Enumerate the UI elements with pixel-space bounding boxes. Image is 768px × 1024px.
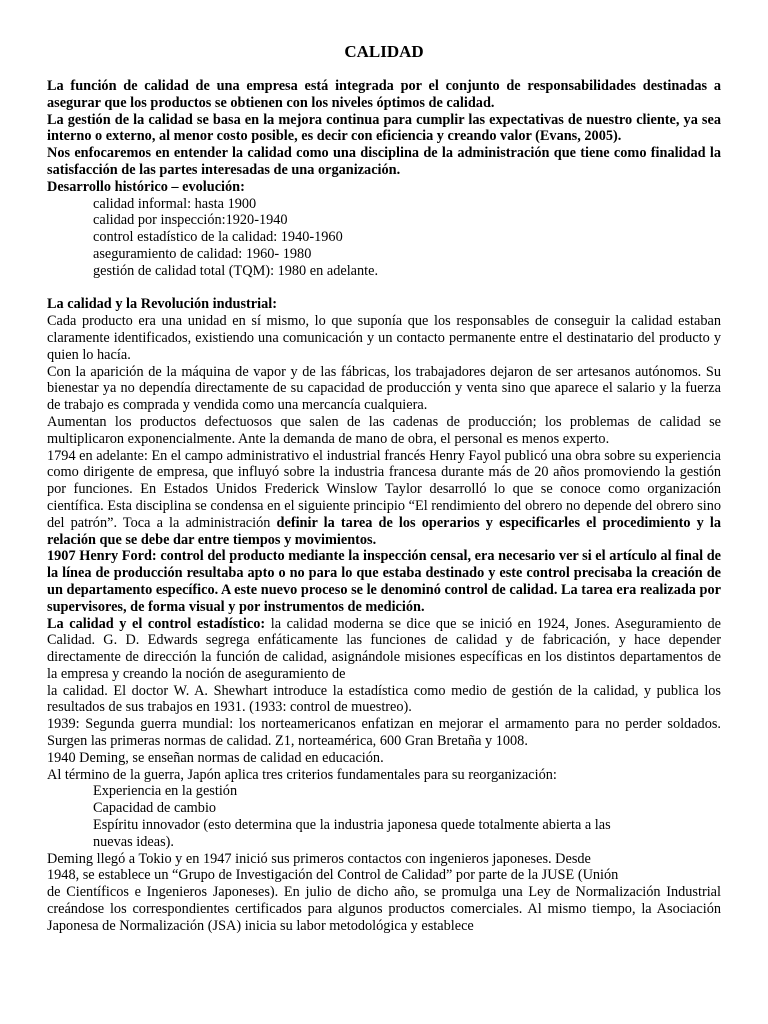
revolution-paragraph-fayol-taylor	[47, 448, 721, 549]
list-item: control estadístico de la calidad: 1940-1960	[93, 229, 343, 246]
revolution-paragraph-artisan: Cada producto era una unidad en sí mismo, lo que suponía que los responsables de conseguir la calidad estaban claramente identificados, existiendo una comunicación y un contacto permanente entre el destinatario del producto y quien lo hacía.	[47, 313, 721, 363]
japan-criteria-list	[47, 783, 721, 850]
list-item: aseguramiento de calidad: 1960- 1980	[93, 245, 312, 262]
list-item: gestión de calidad total (TQM): 1980 en adelante.	[93, 262, 379, 279]
statistical-paragraph-intro	[47, 616, 721, 683]
statistical-paragraph-shewhart: la calidad. El doctor W. A. Shewhart introduce la estadística como medio de gestión de la calidad, y publica los resultados de sus trabajos en 1931. (1933: control de muestreo).	[47, 682, 721, 716]
statistical-paragraph-ww2: 1939: Segunda guerra mundial: los norteamericanos enfatizan en mejorar el armamento para no perder soldados. Surgen las primeras normas de calidad. Z1, norteamérica, 600 Gran Bretaña y 1008.	[47, 716, 721, 750]
list-item: calidad informal: hasta 1900	[93, 195, 257, 212]
history-heading: Desarrollo histórico – evolución:	[47, 178, 245, 195]
fayol-taylor-bold-text: definir la tarea de los operarios y especificarles el procedimiento y la relación que se debe dar entre tiempos y movimientos.	[47, 514, 721, 548]
revolution-paragraph-steam: Con la aparición de la máquina de vapor y de las fábricas, los trabajadores dejaron de ser artesanos autónomos. Su bienestar ya no dependía directamente de su capacidad de producción y venta sino que aparece el salario y la fuerza de trabajo es comprada y vendida como una mercancía cualquiera.	[47, 363, 721, 414]
revolution-paragraph-defects: Aumentan los productos defectuosos que salen de las cadenas de producción; los problemas de calidad se multiplicaron exponencialmente. Ante la demanda de mano de obra, el personal es menos experto.	[47, 413, 721, 447]
revolution-heading: La calidad y la Revolución industrial:	[47, 296, 277, 313]
statistical-paragraph-japan: Al término de la guerra, Japón aplica tres criterios fundamentales para su reorganización:	[47, 766, 557, 783]
statistical-paragraph-deming: 1940 Deming, se enseñan normas de calidad en educación.	[47, 749, 384, 766]
statistical-intro-text: la calidad moderna se dice que se inició en 1924, Jones. Aseguramiento de Calidad. G. D. Edwards segrega enfáticamente las funciones de calidad y de fabricación, y hace depender directamente de dirección la función de calidad, asignándole misiones específicas en los distintos departamentos de la empresa y creando la noción de aseguramiento de	[47, 615, 721, 682]
closing-line-juse: 1948, se establece un “Grupo de Investigación del Control de Calidad” por parte de la JUSE (Unión	[47, 867, 619, 884]
page-title: CALIDAD	[344, 42, 424, 61]
list-item: Espíritu innovador (esto determina que la industria japonesa quede totalmente abierta a las	[93, 817, 611, 834]
list-item: Experiencia en la gestión	[93, 783, 238, 800]
revolution-paragraph-ford: 1907 Henry Ford: control del producto mediante la inspección censal, era necesario ver si el artículo al final de la línea de producción resultaba apto o no para lo que estaba destinado y este control precisaba la creación de un departamento específico. A este nuevo proceso se le denominó control de calidad. La tarea era realizada por supervisores, de forma visual y por instrumentos de medición.	[47, 548, 721, 615]
intro-paragraph-quality-function: La función de calidad de una empresa está integrada por el conjunto de responsabilidades destinadas a asegurar que los productos se obtienen con los niveles óptimos de calidad.	[47, 78, 721, 111]
history-list	[47, 196, 721, 280]
blank-line	[47, 280, 721, 297]
closing-paragraph-standards: de Científicos e Ingenieros Japoneses). En julio de dicho año, se promulga una Ley de Normalización Industrial creándose los correspondientes certificados para algunos productos comerciales. Al mismo tiempo, la Asociación Japonesa de Normalización (JSA) inicia su labor metodológica y establece	[47, 884, 721, 934]
closing-line-deming-tokyo: Deming llegó a Tokio y en 1947 inició sus primeros contactos con ingenieros japoneses. Desde	[47, 850, 591, 867]
statistical-heading: La calidad y el control estadístico:	[47, 615, 266, 632]
intro-paragraph-focus: Nos enfocaremos en entender la calidad como una disciplina de la administración que tiene como finalidad la satisfacción de las partes interesadas de una organización.	[47, 145, 721, 178]
list-item: calidad por inspección:1920-1940	[93, 212, 288, 229]
intro-paragraph-quality-management: La gestión de la calidad se basa en la mejora continua para cumplir las expectativas de nuestro cliente, ya sea interno o externo, al menor costo posible, es decir con eficiencia y creando valor (Evans, 2005).	[47, 111, 721, 145]
list-item: Capacidad de cambio	[93, 800, 217, 817]
list-item: nuevas ideas).	[93, 833, 174, 850]
fayol-taylor-text: 1794 en adelante: En el campo administrativo el industrial francés Henry Fayol publicó una obra sobre su experiencia como dirigente de empresa, que influyó sobre la industria francesa durante más de 20 años promoviendo la gestión por funciones. En Estados Unidos Frederick Winslow Taylor desarrolló lo que se conoce como organización científica. Esta disciplina se condensa en el siguiente principio “El rendimiento del obrero no depende del obrero sino del patrón”. Toca a la administración	[47, 447, 721, 531]
